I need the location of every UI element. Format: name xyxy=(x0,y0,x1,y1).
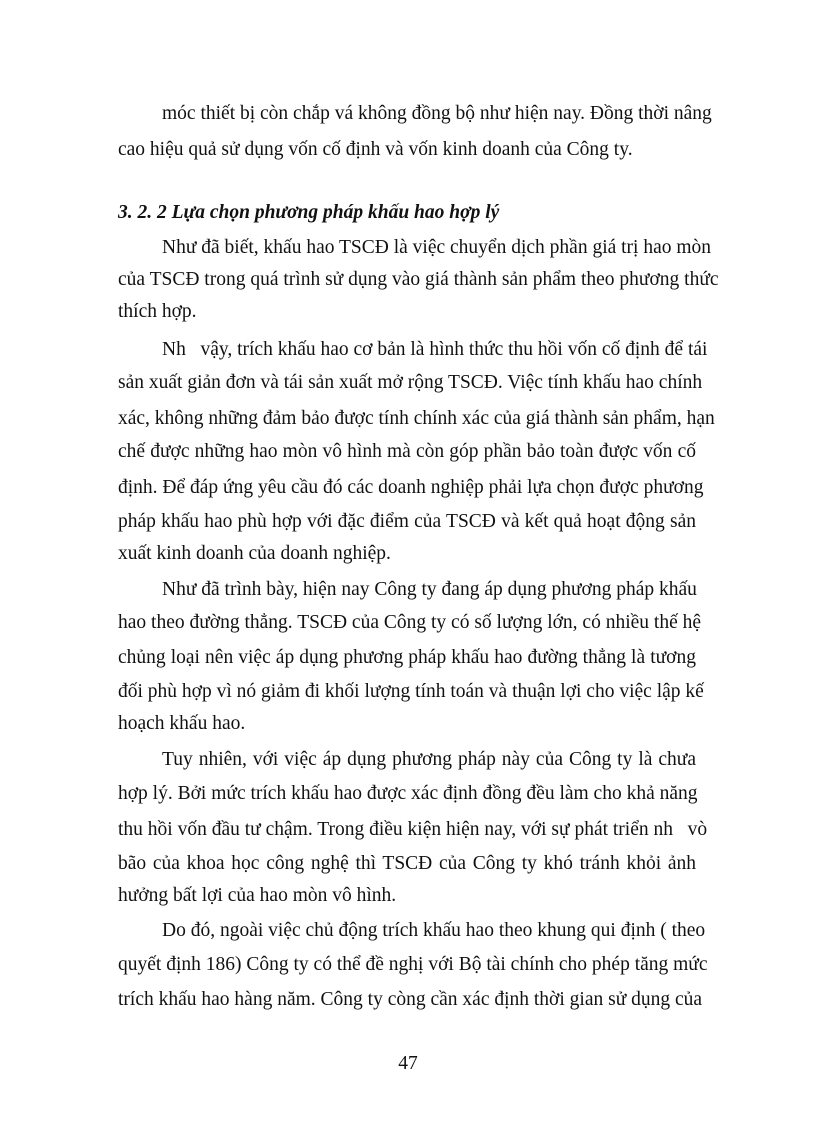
text-line: quyết định 186) Công ty có thể đề nghị với Bộ tài chính cho phép tăng mức xyxy=(118,954,708,975)
text-line: Như đã biết, khấu hao TSCĐ là việc chuyển dịch phần giá trị hao mòn xyxy=(162,237,712,258)
text-line: sản xuất giản đơn và tái sản xuất mở rộng TSCĐ. Việc tính khấu hao chính xyxy=(118,372,703,393)
text-line: xuất kinh doanh của doanh nghiệp. xyxy=(118,543,391,564)
text-line: hợp lý. Bởi mức trích khấu hao được xác định đồng đều làm cho khả năng xyxy=(118,783,698,804)
page-number: 47 xyxy=(398,1053,418,1074)
text-line: hao theo đường thẳng. TSCĐ của Công ty có số lượng lớn, có nhiều thế hệ xyxy=(118,612,702,633)
text-line: móc thiết bị còn chắp vá không đồng bộ như hiện nay. Đồng thời nâng xyxy=(162,103,712,124)
text-line: cao hiệu quả sử dụng vốn cố định và vốn kinh doanh của Công ty. xyxy=(118,139,633,160)
text-line: Tuy nhiên, với việc áp dụng phương pháp này của Công ty là chưa xyxy=(162,749,696,770)
text-line: của TSCĐ trong quá trình sử dụng vào giá thành sản phẩm theo phương thức xyxy=(118,269,719,290)
text-line: trích khấu hao hàng năm. Công ty còng cần xác định thời gian sử dụng của xyxy=(118,989,703,1010)
section-heading: 3. 2. 2 Lựa chọn phương pháp khấu hao hợp lý xyxy=(118,202,500,223)
text-line: Do đó, ngoài việc chủ động trích khấu hao theo khung qui định ( theo xyxy=(162,920,706,941)
text-line: pháp khấu hao phù hợp với đặc điểm của TSCĐ và kết quả hoạt động sản xyxy=(118,511,696,532)
text-line: thu hồi vốn đầu tư chậm. Trong điều kiện hiện nay, với sự phát triển nh vò xyxy=(118,819,708,840)
text-line: chế được những hao mòn vô hình mà còn góp phần bảo toàn được vốn cố xyxy=(118,441,696,462)
text-line: chủng loại nên việc áp dụng phương pháp khấu hao đường thẳng là tương xyxy=(118,647,696,668)
text-line: Nh vậy, trích khấu hao cơ bản là hình thức thu hồi vốn cố định để tái xyxy=(162,339,708,360)
text-line: hưởng bất lợi của hao mòn vô hình. xyxy=(118,885,397,906)
text-line: đối phù hợp vì nó giảm đi khối lượng tính toán và thuận lợi cho việc lập kế xyxy=(118,681,704,702)
text-line: Như đã trình bày, hiện nay Công ty đang áp dụng phương pháp khấu xyxy=(162,579,697,600)
text-line: bão của khoa học công nghệ thì TSCĐ của Công ty khó tránh khỏi ảnh xyxy=(118,853,696,874)
text-line: thích hợp. xyxy=(118,301,197,322)
text-line: định. Để đáp ứng yêu cầu đó các doanh nghiệp phải lựa chọn được phương xyxy=(118,477,704,498)
text-line: hoạch khấu hao. xyxy=(118,713,246,734)
text-line: xác, không những đảm bảo được tính chính xác của giá thành sản phẩm, hạn xyxy=(118,408,715,429)
